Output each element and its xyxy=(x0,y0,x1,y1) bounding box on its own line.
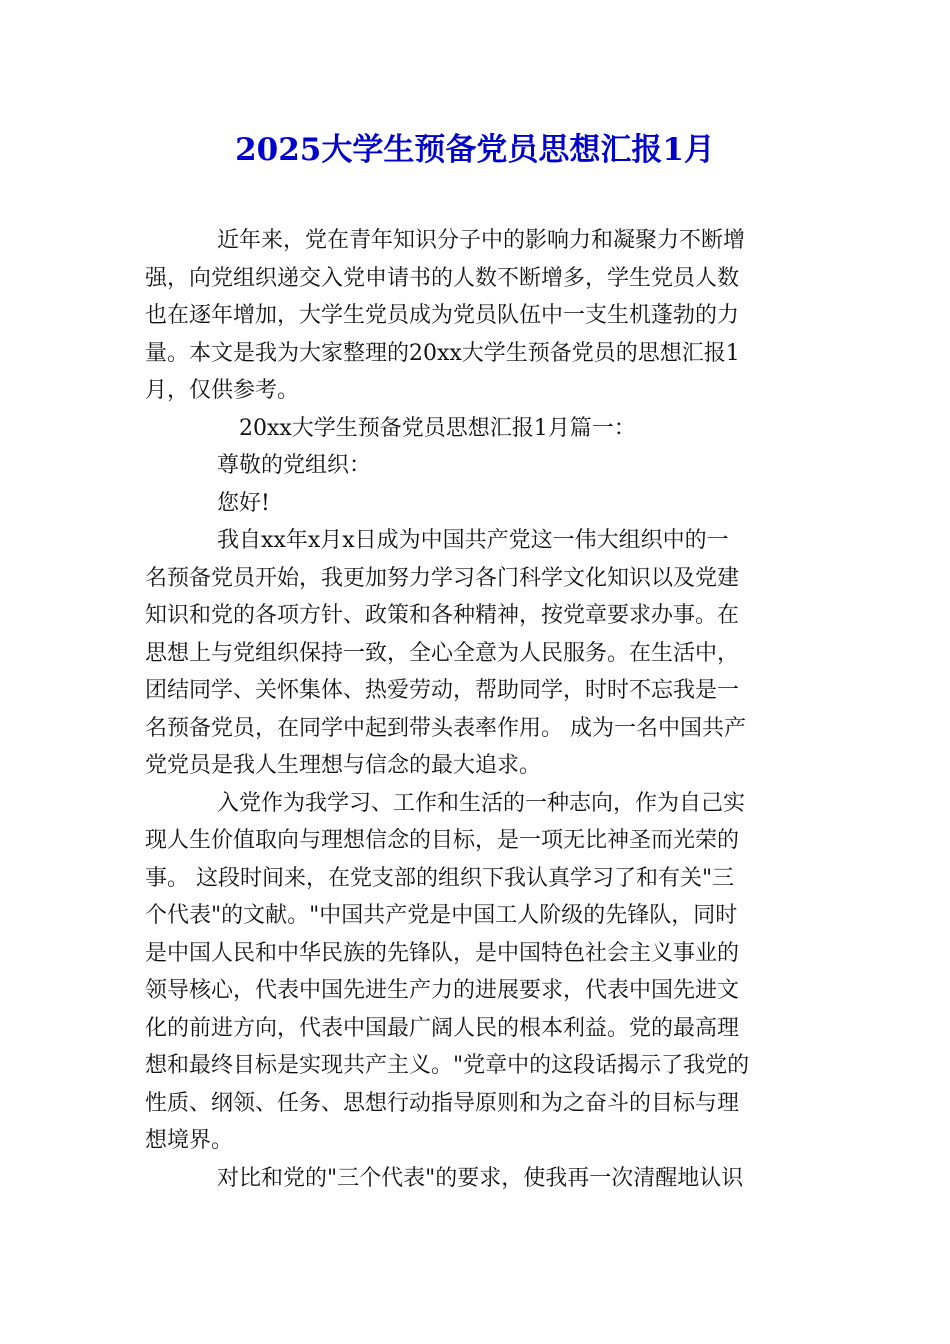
paragraph-line: 近年来，党在青年知识分子中的影响力和凝聚力不断增 xyxy=(217,228,746,253)
paragraph-line: 思想上与党组织保持一致，全心全意为人民服务。在生活中， xyxy=(145,640,740,666)
section-heading: 20xx大学生预备党员思想汇报1月篇一： xyxy=(239,415,636,441)
paragraph-line: 对比和党的"三个代表"的要求，使我再一次清醒地认识 xyxy=(217,1165,744,1191)
paragraph-line: 也在逐年增加，大学生党员成为党员队伍中一支生机蓬勃的力 xyxy=(145,303,740,328)
paragraph-line: 强，向党组织递交入党申请书的人数不断增多，学生党员人数 xyxy=(145,265,740,291)
greeting: 您好! xyxy=(217,490,270,516)
paragraph-line: 想境界。 xyxy=(145,1128,234,1153)
paragraph-line: 个代表"的文献。"中国共产党是中国工人阶级的先锋队，同时 xyxy=(145,903,738,928)
paragraph-line: 是中国人民和中华民族的先锋队，是中国特色社会主义事业的 xyxy=(145,940,740,966)
paragraph-line: 入党作为我学习、工作和生活的一种志向，作为自己实 xyxy=(217,790,746,816)
paragraph-line: 名预备党员，在同学中起到带头表率作用。 成为一名中国共产 xyxy=(145,715,746,741)
paragraph-line: 月，仅供参考。 xyxy=(145,378,300,403)
paragraph-line: 知识和党的各项方针、政策和各种精神，按党章要求办事。在 xyxy=(145,603,740,628)
paragraph-line: 量。本文是我为大家整理的20xx大学生预备党员的思想汇报1 xyxy=(145,340,740,366)
salutation: 尊敬的党组织： xyxy=(217,453,372,478)
document-title: 2025大学生预备党员思想汇报1月 xyxy=(235,132,715,168)
document-body xyxy=(145,222,807,1197)
paragraph-line: 团结同学、关怀集体、热爱劳动，帮助同学，时时不忘我是一 xyxy=(145,678,740,703)
paragraph-line: 名预备党员开始，我更加努力学习各门科学文化知识以及党建 xyxy=(145,565,740,591)
paragraph-line: 党党员是我人生理想与信念的最大追求。 xyxy=(145,753,542,778)
paragraph-line: 性质、纲领、任务、思想行动指导原则和为之奋斗的目标与理 xyxy=(145,1090,740,1116)
paragraph-line: 现人生价值取向与理想信念的目标，是一项无比神圣而光荣的 xyxy=(145,828,740,853)
paragraph-line: 我自xx年x月x日成为中国共产党这一伟大组织中的一 xyxy=(217,528,729,553)
paragraph-line: 化的前进方向，代表中国最广阔人民的根本利益。党的最高理 xyxy=(145,1015,740,1041)
paragraph-line: 想和最终目标是实现共产主义。"党章中的这段话揭示了我党的 xyxy=(145,1053,750,1078)
paragraph-line: 事。 这段时间来，在党支部的组织下我认真学习了和有关"三 xyxy=(145,865,735,891)
paragraph-line: 领导核心，代表中国先进生产力的进展要求，代表中国先进文 xyxy=(145,978,740,1003)
